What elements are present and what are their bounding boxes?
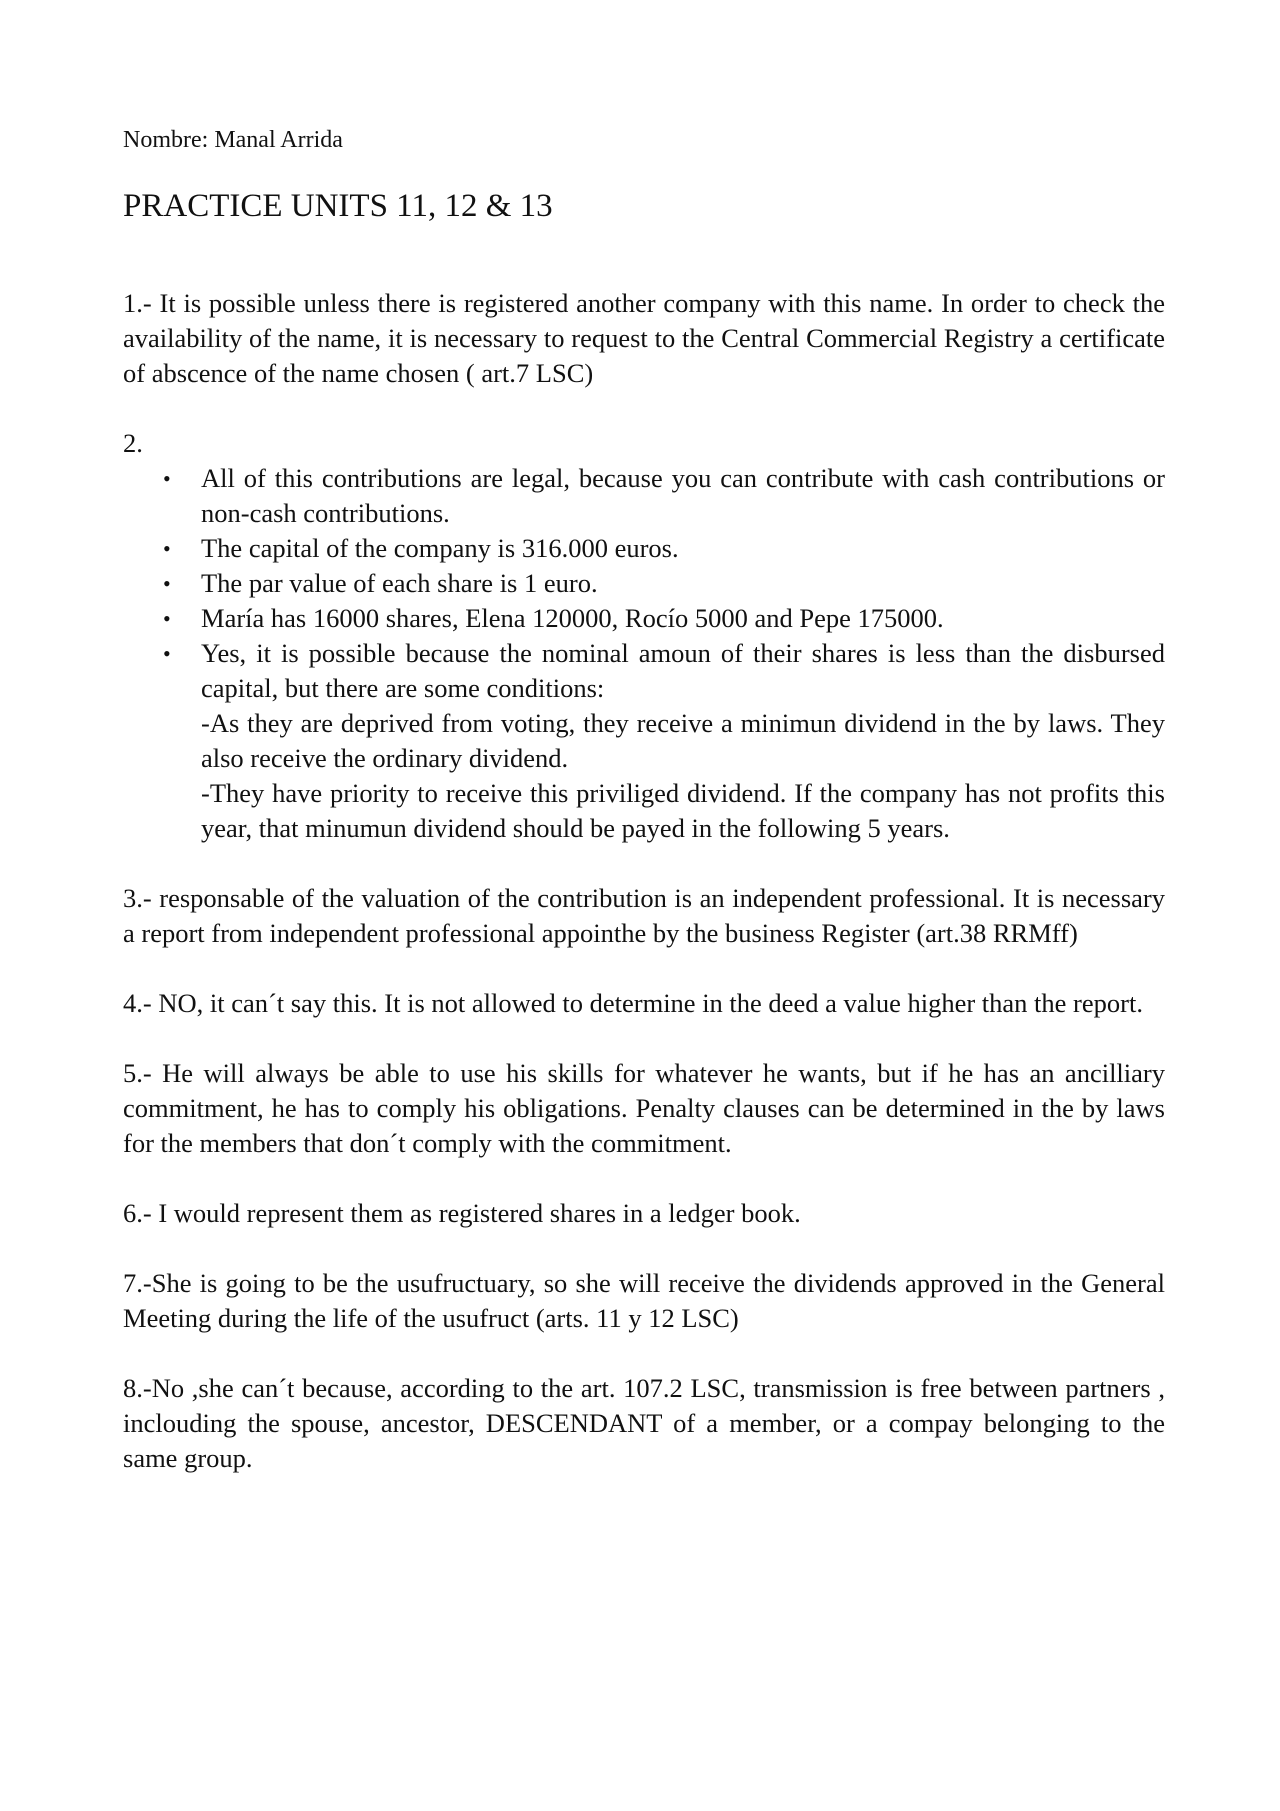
bullet-icon: • (163, 466, 171, 491)
list-item-sub: -They have priority to receive this priviliged dividend. If the company has not profits this year, that minumun dividend should be payed in the following 5 years. (201, 778, 1165, 843)
answers-body (123, 286, 1165, 1511)
list-item-text: Yes, it is possible because the nominal amoun of their shares is less than the disbursed capital, but there are some conditions: (201, 638, 1165, 703)
answer-1: 1.- It is possible unless there is registered another company with this name. In order to check the availability of the name, it is necessary to request to the Central Commercial Registry a certificate of abscence of the name chosen ( art.7 LSC) (123, 288, 1165, 388)
answer-2-list (123, 461, 1165, 846)
bullet-icon: • (163, 641, 171, 666)
answer-7: 7.-She is going to be the usufructuary, so she will receive the dividends approved in the General Meeting during the life of the usufruct (arts. 11 y 12 LSC) (123, 1268, 1165, 1333)
list-item (163, 601, 1165, 636)
list-item-text: María has 16000 shares, Elena 120000, Rocío 5000 and Pepe 175000. (201, 603, 944, 633)
answer-4: 4.- NO, it can´t say this. It is not allowed to determine in the deed a value higher than the report. (123, 988, 1143, 1018)
bullet-icon: • (163, 536, 171, 561)
list-item (163, 461, 1165, 531)
answer-5: 5.- He will always be able to use his skills for whatever he wants, but if he has an ancilliary commitment, he has to comply his obligations. Penalty clauses can be determined in the by laws for the members that don´t comply with the commitment. (123, 1058, 1165, 1158)
answer-8: 8.-No ,she can´t because, according to the art. 107.2 LSC, transmission is free between partners , inclouding the spouse, ancestor, DESCENDANT of a member, or a compay belonging to the same group. (123, 1373, 1165, 1473)
answer-3: 3.- responsable of the valuation of the contribution is an independent professional. It is necessary a report from independent professional appointhe by the business Register (art.38 RRMff) (123, 883, 1165, 948)
list-item-sub: -As they are deprived from voting, they receive a minimun dividend in the by laws. They also receive the ordinary dividend. (201, 708, 1165, 773)
bullet-icon: • (163, 571, 171, 596)
page-title: PRACTICE UNITS 11, 12 & 13 (123, 188, 553, 224)
list-item-text: All of this contributions are legal, because you can contribute with cash contributions or non-cash contributions. (201, 463, 1165, 528)
bullet-icon: • (163, 606, 171, 631)
answer-2-label: 2. (123, 428, 143, 458)
student-name: Nombre: Manal Arrida (123, 127, 343, 153)
list-item (163, 531, 1165, 566)
answer-6: 6.- I would represent them as registered shares in a ledger book. (123, 1198, 801, 1228)
list-item-text: The capital of the company is 316.000 euros. (201, 533, 679, 563)
list-item (163, 636, 1165, 846)
list-item-text: The par value of each share is 1 euro. (201, 568, 598, 598)
list-item (163, 566, 1165, 601)
